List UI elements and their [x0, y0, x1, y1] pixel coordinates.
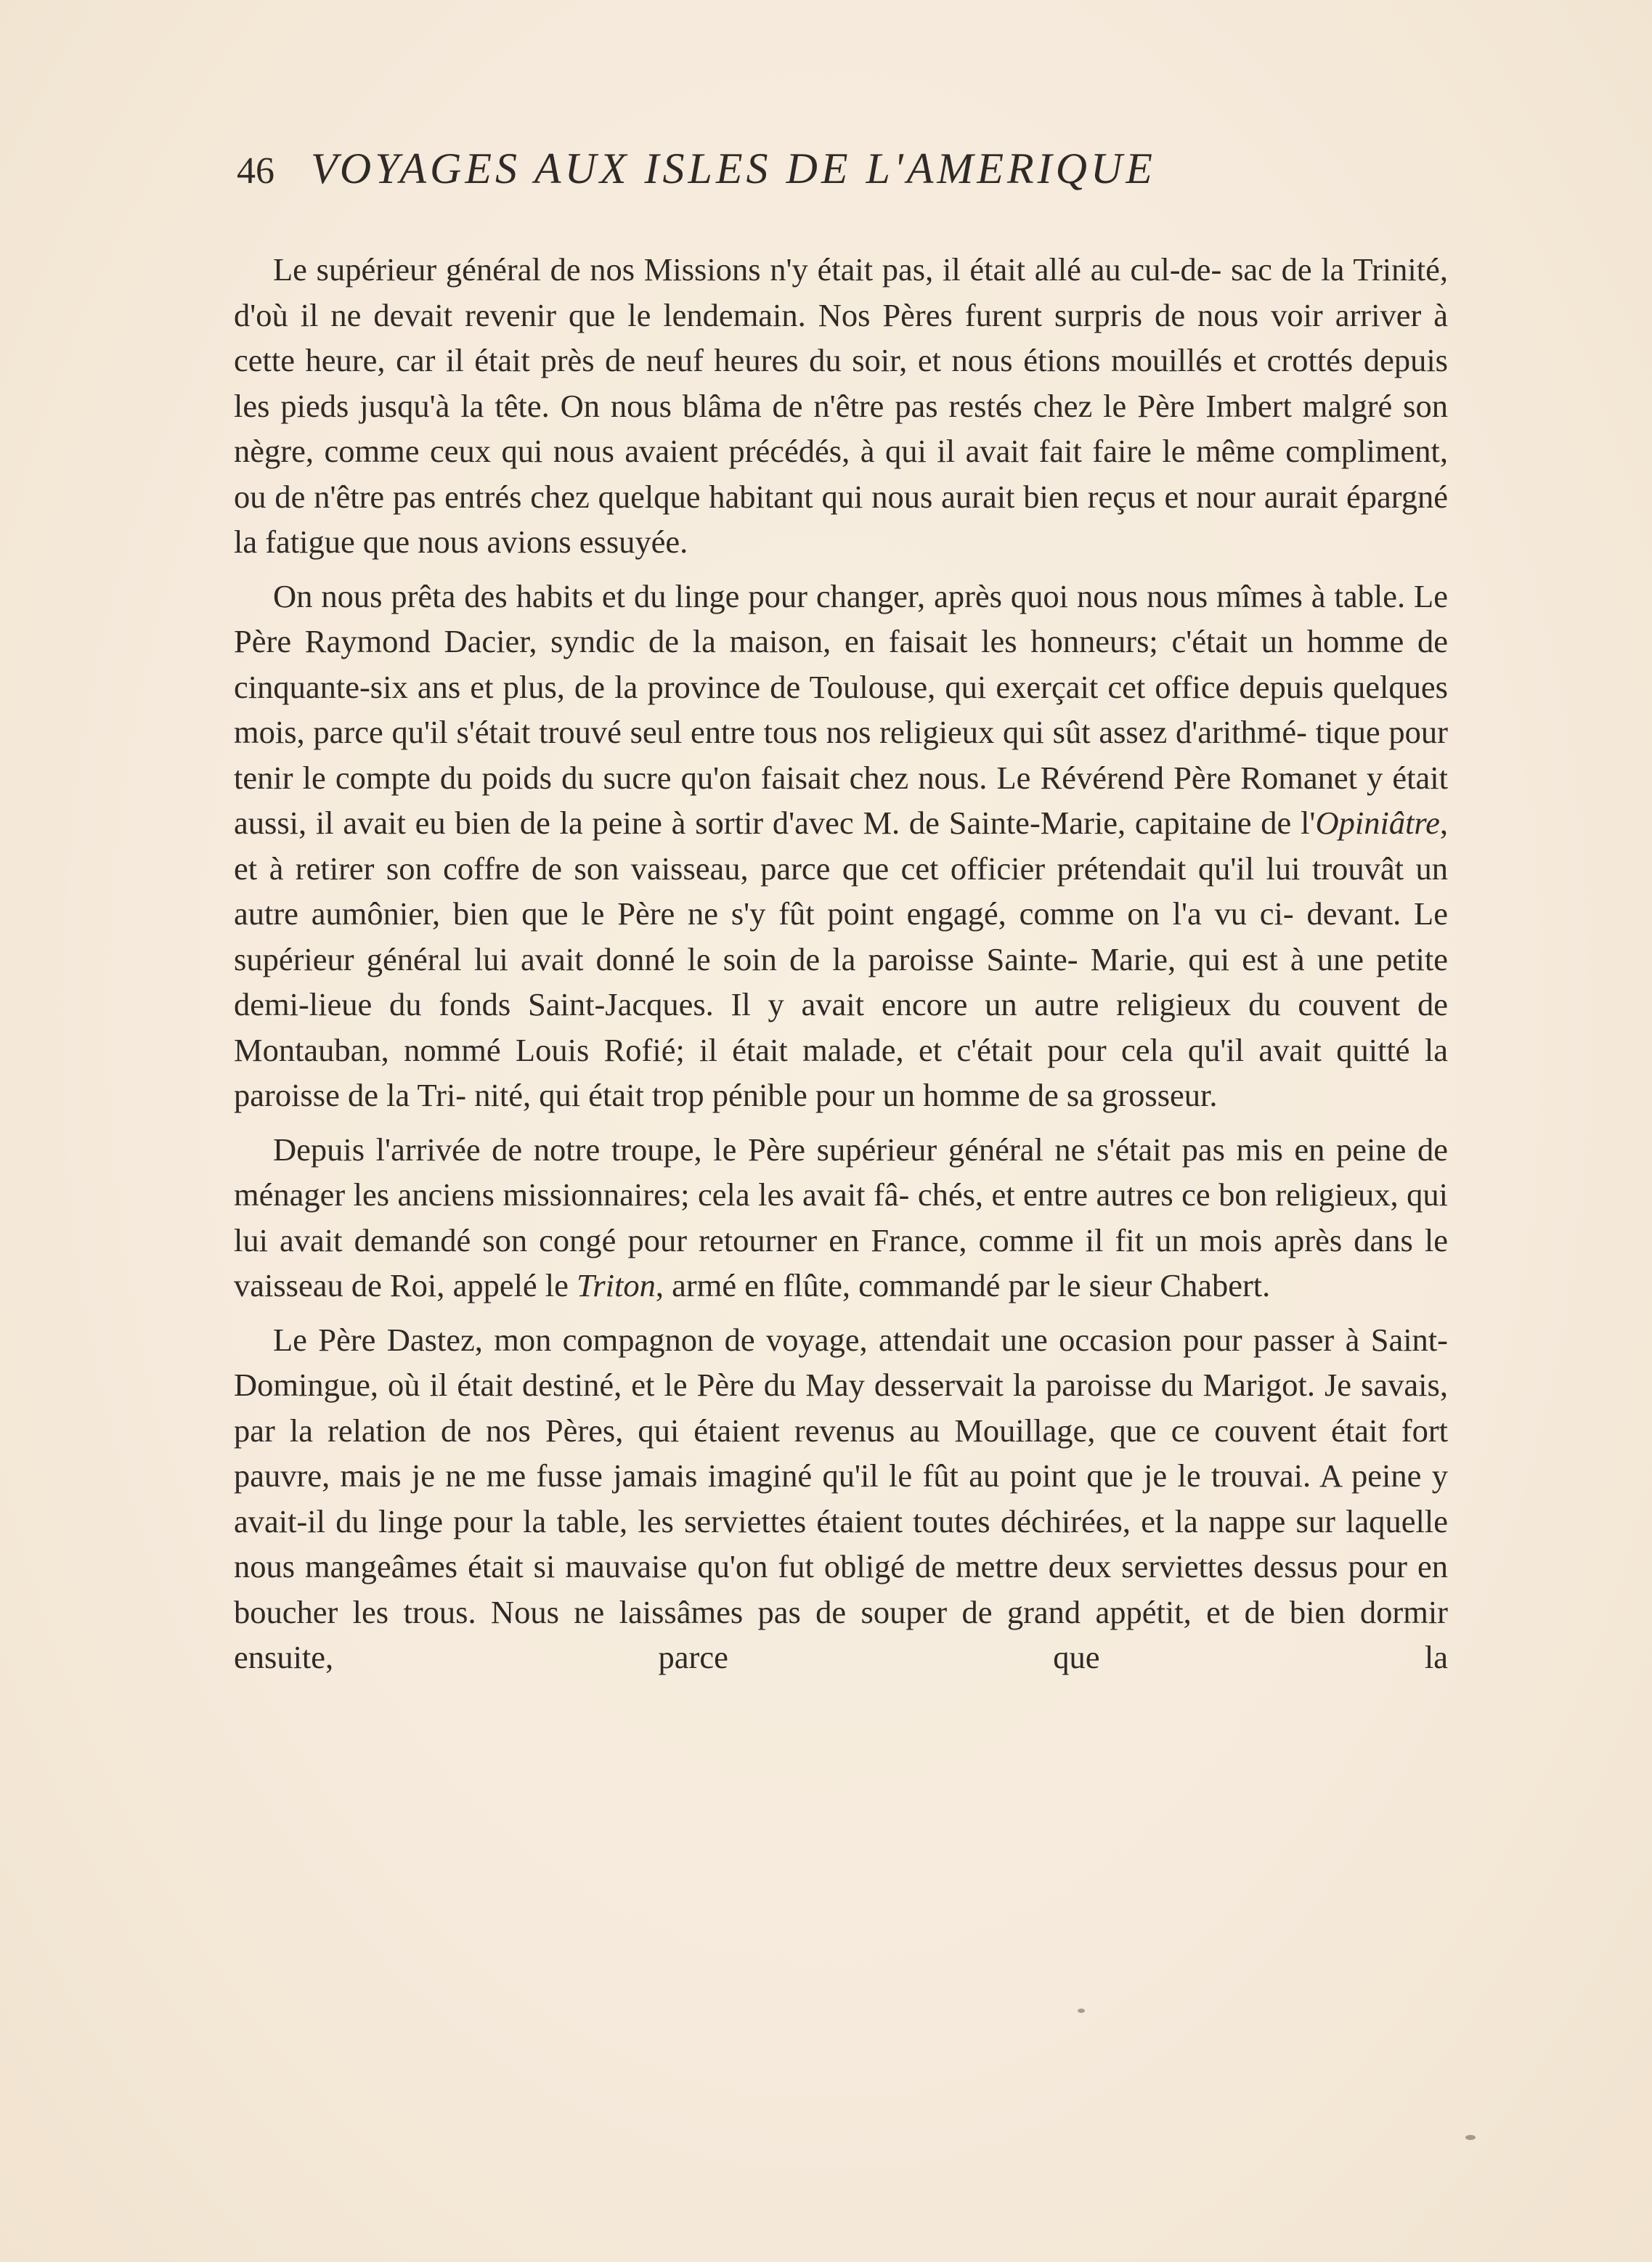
paper-speck — [1078, 2009, 1085, 2013]
text-line: Marie, qui est à une petite demi-lieue du fonds Saint-Jacques. Il y avait — [234, 940, 1448, 1022]
text-line: mettre deux serviettes dessus pour en boucher les trous. Nous ne laissâmes — [234, 1548, 1448, 1630]
text-line: tique pour tenir le compte du poids du sucre qu'on faisait chez nous. Le — [234, 714, 1448, 796]
text-line: de son vaisseau, parce que cet officier prétendait qu'il lui trouvât un autre — [234, 850, 1448, 932]
text-line: la tête. On nous blâma de n'être pas restés chez le Père Imbert malgré son — [460, 387, 1448, 424]
text-line: fusse jamais imaginé qu'il le fût au point que je le trouvai. A peine y — [536, 1457, 1448, 1494]
text-line: nité, qui était trop pénible pour un homme de sa grosseur. — [474, 1077, 1218, 1113]
text-line: province de Toulouse, qui exerçait cet office depuis quelques mois, parce — [234, 668, 1448, 750]
body-text — [234, 247, 1448, 1689]
text-line: appelé le Triton, armé en flûte, commandé par le sieur Chabert. — [452, 1267, 1271, 1303]
text-line: nappe sur laquelle nous mangeâmes était si mauvaise qu'on fut obligé de — [234, 1502, 1448, 1584]
paragraph-3 — [234, 1127, 1448, 1309]
text-line: nègre, comme ceux qui nous avaient précédés, à qui il avait fait faire le — [234, 433, 1197, 469]
text-line: qu'il s'était trouvé seul entre tous nos religieux qui sût assez d'arithmé- — [391, 714, 1307, 750]
text-line: Révérend Père Romanet y était aussi, il avait eu bien de la peine à sortir — [234, 759, 1449, 841]
text-line: il était malade, et c'était pour cela qu'il avait quitté la paroisse de la Tri- — [234, 1031, 1448, 1113]
text-line: On nous prêta des habits et du linge pour changer, après quoi nous — [273, 577, 1147, 614]
text-line: revenus au Mouillage, que ce couvent était fort pauvre, mais je ne me — [234, 1412, 1448, 1494]
text-line: heures du soir, et nous étions mouillés et crottés depuis les pieds jusqu'à — [234, 342, 1448, 424]
text-line: sac de la Trinité, d'où il ne devait revenir que le lendemain. Nos Pères — [234, 251, 1448, 333]
text-line: nous mîmes à table. Le Père Raymond Dacier, syndic de la maison, en — [234, 577, 1448, 659]
paragraph-2 — [234, 574, 1448, 1118]
paper-speck — [1465, 2135, 1476, 2140]
page-header — [237, 144, 1442, 202]
text-line: d'avec M. de Sainte-Marie, capitaine de l'Opiniâtre, et à retirer son coffre — [234, 805, 1448, 887]
text-line: devant. Le supérieur général lui avait donné le soin de la paroisse Sainte- — [234, 895, 1448, 977]
text-line: chés, et entre autres ce bon religieux, qui lui avait demandé son congé pour — [234, 1176, 1448, 1258]
text-line: passer à Saint-Domingue, où il était destiné, et le Père du May desservait — [234, 1321, 1448, 1403]
text-line: Le Père Dastez, mon compagnon de voyage, attendait une occasion pour — [273, 1321, 1254, 1358]
running-title: VOYAGES AUX ISLES DE L'AMERIQUE — [311, 145, 1156, 192]
text-line: Depuis l'arrivée de notre troupe, le Père supérieur général ne s'était — [273, 1131, 1182, 1168]
text-line: pas de souper de grand appétit, et de bien dormir ensuite, parce que la — [234, 1593, 1449, 1675]
text-line: la paroisse du Marigot. Je savais, par la relation de nos Pères, qui étaient — [234, 1367, 1448, 1449]
paragraph-4 — [234, 1317, 1448, 1680]
text-line: pas mis en peine de ménager les anciens missionnaires; cela les avait fâ- — [234, 1131, 1448, 1213]
text-line: aumônier, bien que le Père ne s'y fût point engagé, comme on l'a vu ci- — [311, 895, 1294, 932]
text-line: faisait les honneurs; c'était un homme de cinquante-six ans et plus, de la — [234, 623, 1448, 705]
page-number: 46 — [237, 150, 274, 192]
text-line: retourner en France, comme il fit un mois après dans le vaisseau de Roi, — [234, 1221, 1448, 1303]
text-line: encore un autre religieux du couvent de Montauban, nommé Louis Rofié; — [234, 986, 1448, 1068]
text-line: aurait bien reçus et nour aurait épargné la fatigue que nous avions essuyée. — [234, 478, 1448, 560]
text-line: même compliment, ou de n'être pas entrés chez quelque habitant qui nous — [234, 433, 1449, 515]
text-line: avait-il du linge pour la table, les serviettes étaient toutes déchirées, et la — [234, 1502, 1208, 1539]
paragraph-1 — [234, 247, 1448, 565]
text-line: furent surpris de nous voir arriver à cette heure, car il était près de neuf — [234, 296, 1448, 378]
text-line: Le supérieur général de nos Missions n'y était pas, il était allé au cul-de- — [273, 251, 1222, 288]
